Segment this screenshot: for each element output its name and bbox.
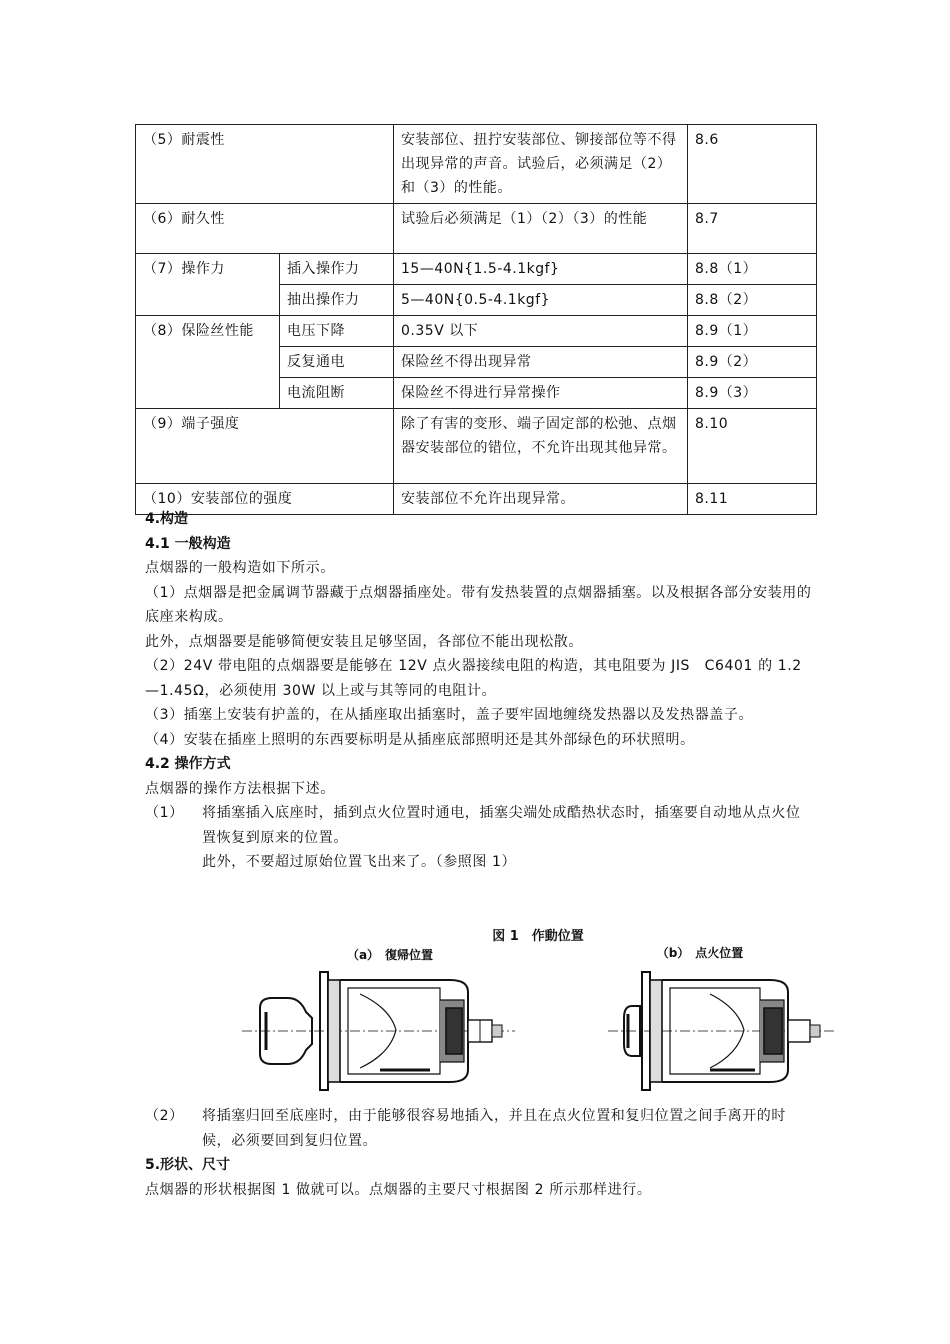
table-row (136, 409, 817, 484)
table-cell-item: （5）耐震性 (136, 125, 394, 204)
figure-label-b: （b） 点火位置 (656, 946, 744, 960)
section-heading: 5.形状、尺寸 (145, 1157, 231, 1173)
paragraph: 此外，不要超过原始位置飞出来了。（参照图 1） (202, 854, 517, 870)
paragraph: （3）插塞上安装有护盖的，在从插座取出插塞时，盖子要牢固地缠绕发热器以及发热器盖子。 (145, 707, 754, 723)
subsection-heading: 4.2 操作方式 (145, 756, 231, 772)
list-number: （1） (145, 805, 184, 821)
table-cell-reference: 8.6 (688, 125, 817, 204)
section-4-text (145, 507, 815, 875)
cigarette-lighter-return-position-drawing (242, 972, 515, 1090)
table-cell-item: （9）端子强度 (136, 409, 394, 484)
table-cell-subitem: 抽出操作力 (280, 285, 394, 316)
table-row (136, 204, 817, 254)
table-cell-requirement: 安装部位、扭拧安装部位、铆接部位等不得出现异常的声音。试验后，必须满足（2）和（3）的性能。 (394, 125, 688, 204)
table-row (136, 125, 817, 204)
list-text: 将插塞插入底座时，插到点火位置时通电，插塞尖端处成酷热状态时，插塞要自动地从点火位置恢复到原来的位置。 (202, 805, 801, 846)
table-cell-reference: 8.8（2） (688, 285, 817, 316)
table-cell-subitem: 电流阻断 (280, 378, 394, 409)
subsection-heading: 4.1 一般构造 (145, 535, 231, 552)
table-cell-reference: 8.9（2） (688, 347, 817, 378)
table-cell-item: （8）保险丝性能 (136, 316, 280, 409)
table-cell-reference: 8.9（3） (688, 378, 817, 409)
table-cell-reference: 8.7 (688, 204, 817, 254)
figure-title: 図 1 作動位置 (492, 929, 584, 944)
table-cell-subitem: 反复通电 (280, 347, 394, 378)
figure-1-operating-positions (240, 922, 836, 1094)
paragraph: （2）24V 带电阻的点烟器要是能够在 12V 点火器接续电阻的构造，其电阻要为 JIS C6401 的 1.2—1.45Ω，必须使用 30W 以上或与其等同的电阻计。 (145, 658, 802, 699)
table-cell-reference: 8.8（1） (688, 254, 817, 285)
section-heading: 4.构造 (145, 511, 189, 527)
table-cell-requirement: 0.35V 以下 (394, 316, 688, 347)
paragraph: 点烟器的形状根据图 1 做就可以。点烟器的主要尺寸根据图 2 所示那样进行。 (145, 1181, 652, 1198)
section-continuation-text (145, 1104, 815, 1202)
table-cell-requirement: 除了有害的变形、端子固定部的松弛、点烟器安装部位的错位，不允许出现其他异常。 (394, 409, 688, 484)
table-row (136, 316, 817, 347)
table-cell-reference: 8.11 (688, 484, 817, 515)
table-cell-requirement: 安装部位不允许出现异常。 (394, 484, 688, 515)
performance-table (135, 124, 817, 515)
table-cell-subitem: 插入操作力 (280, 254, 394, 285)
table-cell-requirement: 保险丝不得进行异常操作 (394, 378, 688, 409)
list-text: 将插塞归回至底座时，由于能够很容易地插入，并且在点火位置和复归位置之间手离开的时候，必须要回到复归位置。 (202, 1108, 786, 1149)
table-cell-subitem: 电压下降 (280, 316, 394, 347)
table-cell-reference: 8.10 (688, 409, 817, 484)
figure-label-a: （a） 復帰位置 (346, 948, 434, 962)
table-cell-item: （6）耐久性 (136, 204, 394, 254)
table-cell-item: （7）操作力 (136, 254, 280, 316)
table-row (136, 254, 817, 285)
paragraph: 点烟器的一般构造如下所示。 (145, 560, 335, 576)
paragraph: 此外，点烟器要是能够简便安装且足够坚固，各部位不能出现松散。 (145, 633, 583, 650)
table-cell-requirement: 15—40N{1.5-4.1kgf} (394, 254, 688, 285)
paragraph: （1）点烟器是把金属调节器藏于点烟器插座处。带有发热装置的点烟器插塞。以及根据各部分安装用的底座来构成。 (145, 584, 812, 625)
cigarette-lighter-ignition-position-drawing (608, 972, 834, 1090)
table-cell-requirement: 5—40N{0.5-4.1kgf} (394, 285, 688, 316)
table-cell-requirement: 保险丝不得出现异常 (394, 347, 688, 378)
paragraph: （4）安装在插座上照明的东西要标明是从插座底部照明还是其外部绿色的环状照明。 (145, 731, 695, 748)
table-cell-reference: 8.9（1） (688, 316, 817, 347)
list-item (145, 801, 815, 850)
list-item (145, 1104, 815, 1153)
paragraph: 点烟器的操作方法根据下述。 (145, 780, 335, 797)
list-number: （2） (145, 1108, 184, 1124)
table-cell-requirement: 试验后必须满足（1）（2）（3）的性能 (394, 204, 688, 254)
table-cell-item: （10）安装部位的强度 (136, 484, 394, 515)
